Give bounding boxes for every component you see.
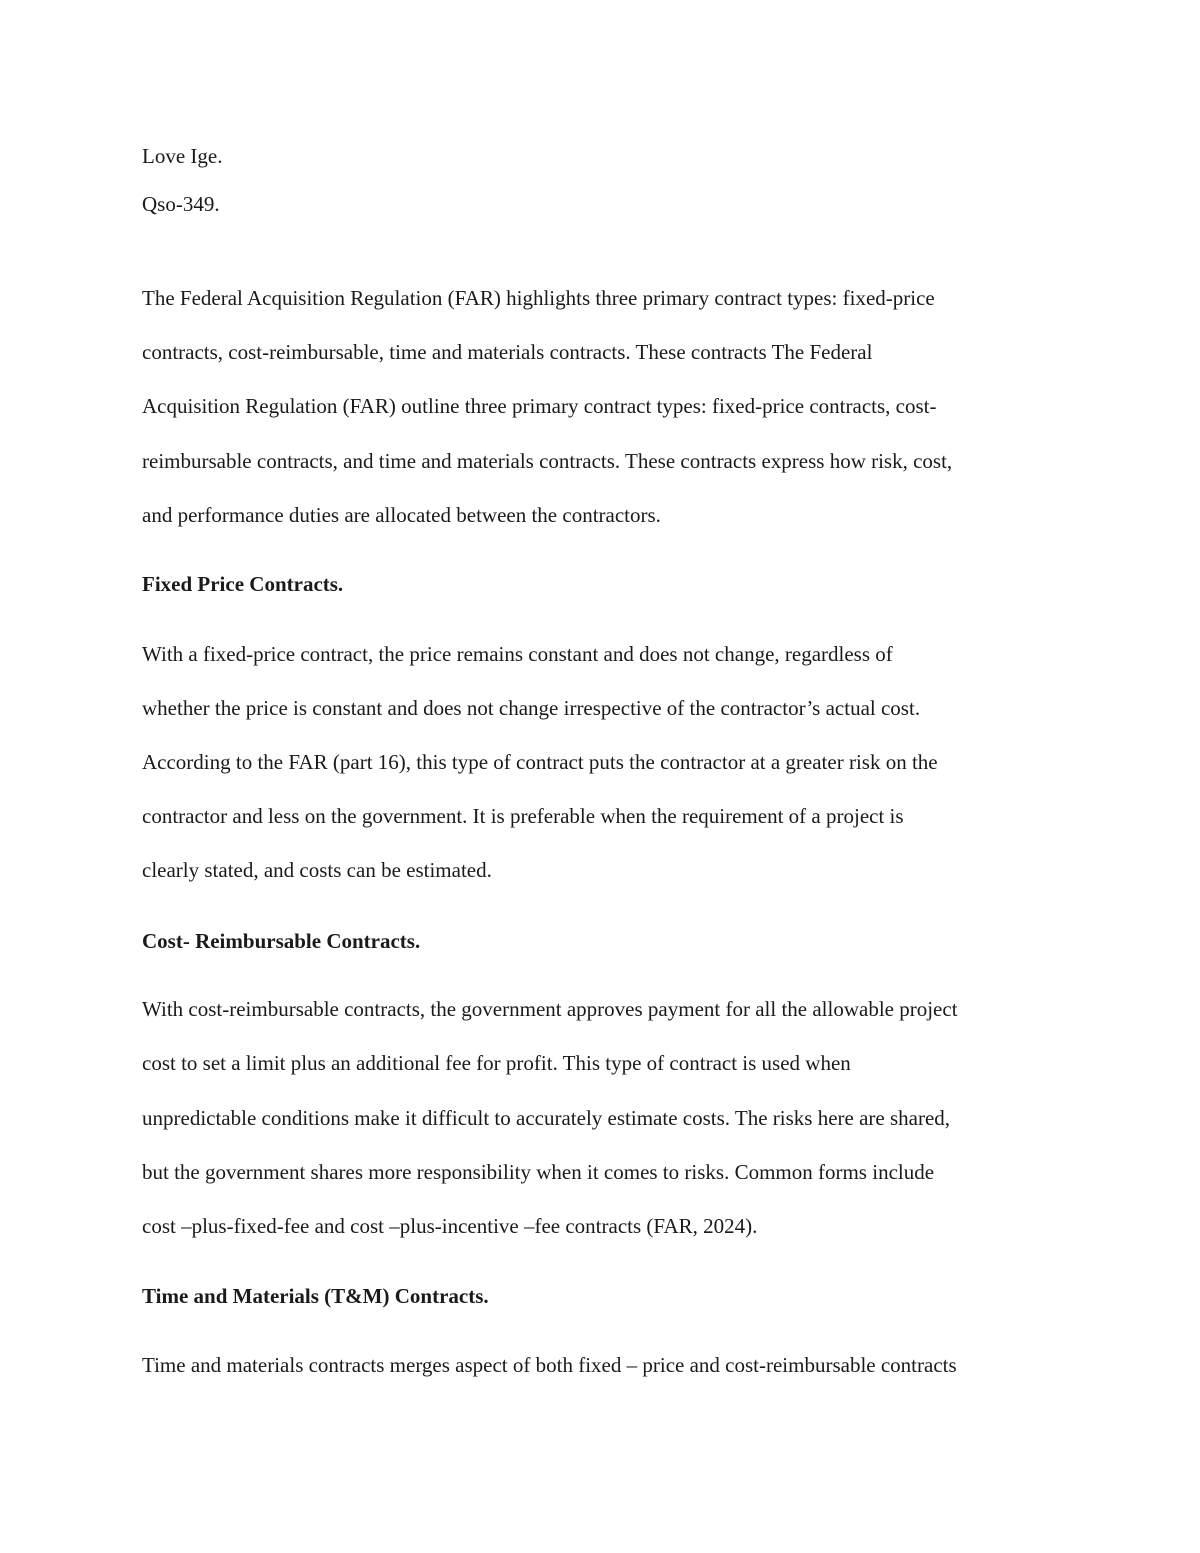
paragraph-line: contractor and less on the government. It is preferable when the requirement of a project is (142, 804, 904, 828)
author-name: Love Ige. (142, 144, 223, 168)
paragraph-line: Acquisition Regulation (FAR) outline three primary contract types: fixed-price contracts, cost- (142, 394, 937, 418)
paragraph-line: cost –plus-fixed-fee and cost –plus-incentive –fee contracts (FAR, 2024). (142, 1214, 758, 1238)
paragraph-line: whether the price is constant and does not change irrespective of the contractor’s actual cost. (142, 696, 921, 720)
section-heading: Time and Materials (T&M) Contracts. (142, 1284, 489, 1308)
paragraph-line: but the government shares more responsibility when it comes to risks. Common forms include (142, 1160, 935, 1184)
paragraph-line: According to the FAR (part 16), this type of contract puts the contractor at a greater risk on the (142, 750, 938, 774)
paragraph-line: clearly stated, and costs can be estimated. (142, 858, 492, 882)
section-heading: Cost- Reimbursable Contracts. (142, 929, 421, 953)
paragraph-line: With a fixed-price contract, the price remains constant and does not change, regardless of (142, 642, 893, 666)
paragraph-line: With cost-reimbursable contracts, the government approves payment for all the allowable project (142, 997, 958, 1021)
section-heading: Fixed Price Contracts. (142, 572, 344, 596)
paragraph-line: cost to set a limit plus an additional fee for profit. This type of contract is used when (142, 1051, 851, 1075)
paragraph-line: unpredictable conditions make it difficult to accurately estimate costs. The risks here are shared, (142, 1106, 951, 1130)
course-code: Qso-349. (142, 192, 220, 216)
paragraph-line: and performance duties are allocated between the contractors. (142, 503, 661, 527)
paragraph-line: The Federal Acquisition Regulation (FAR) highlights three primary contract types: fixed-price (142, 286, 935, 310)
paragraph-line: reimbursable contracts, and time and materials contracts. These contracts express how risk, cost, (142, 449, 953, 473)
paragraph-line: Time and materials contracts merges aspect of both fixed – price and cost-reimbursable contracts (142, 1353, 957, 1377)
paragraph-line: contracts, cost-reimbursable, time and materials contracts. These contracts The Federal (142, 340, 873, 364)
